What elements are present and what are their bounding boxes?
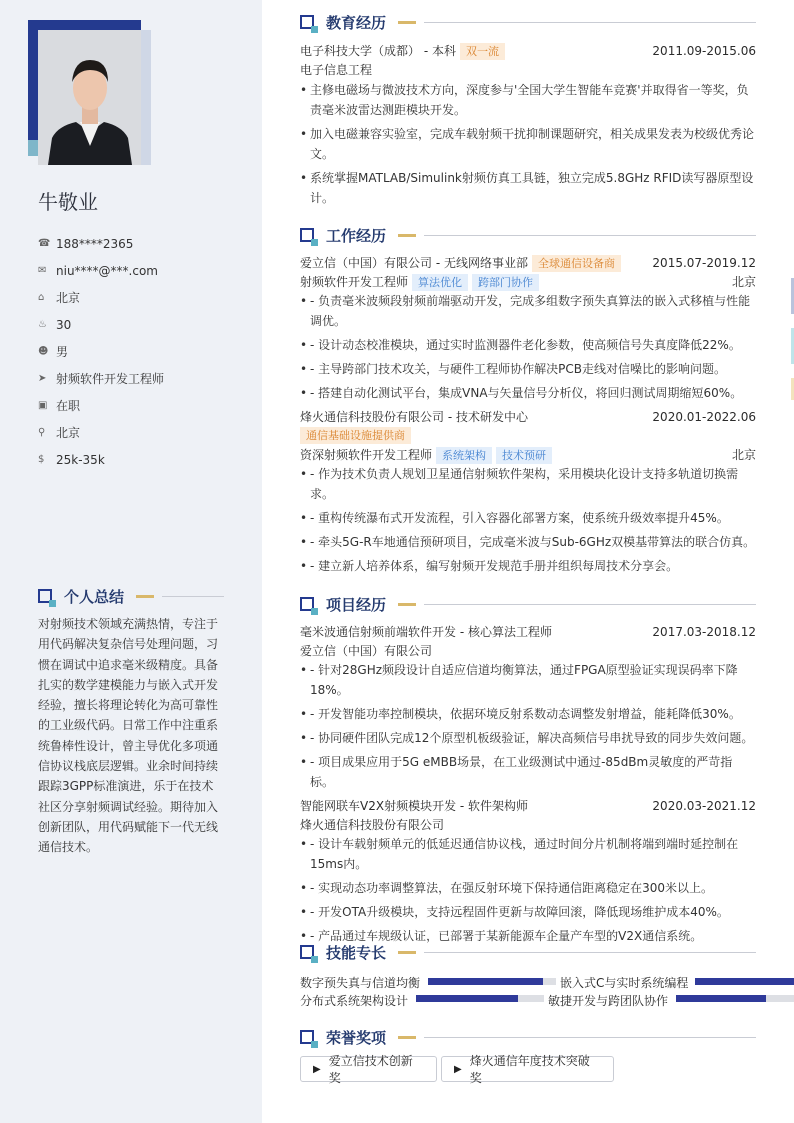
project-period: 2020.03-2021.12 [652, 798, 756, 813]
skills-heading [300, 942, 756, 962]
projects-section [300, 594, 756, 950]
home-text: 北京 [56, 291, 81, 305]
skill-name: 分布式系统架构设计 [300, 994, 409, 1008]
contact-info-list [38, 230, 164, 473]
phone-row [38, 230, 164, 257]
skills-section [300, 942, 756, 962]
list-item: • - 设计车载射频单元的低延迟通信协议栈，通过时间分片机制将端到端时延控制在15ms内。 [300, 834, 756, 874]
list-item: • - 项目成果应用于5G eMBB场景，在工业级测试中通过-85dBm灵敏度的严苛指标。 [300, 752, 756, 792]
list-item: • - 牵头5G-R车地通信预研项目，完成毫米波与Sub-6GHz双模基带算法的联合仿真。 [300, 532, 756, 552]
section-divider [424, 22, 756, 23]
job-role-line [300, 273, 539, 291]
email-row [38, 257, 164, 284]
list-item: • - 设计动态校准模块，通过实时监测器件老化参数，使高频信号失真度降低22%。 [300, 335, 756, 355]
work-section [300, 225, 756, 580]
status-row [38, 392, 164, 419]
school-tag: 双一流 [460, 43, 505, 60]
summary-text: 对射频技术领域充满热情，专注于用代码解决复杂信号处理问题，习惯在调试中追求毫米级精度。具备扎实的数学建模能力与嵌入式开发经验，擅长将理论转化为高可靠性的工业级代码。日常工作中注重系统鲁棒性设计，曾主导优化多项通信协议栈底层逻辑。业余时间持续跟踪3GPP标准演进，乐于在技术社区分享射频调试经验。期待加入创新团队，用代码赋能下一代无线通信技术。 [38, 617, 219, 855]
degree: 本科 [431, 43, 456, 58]
project-name-line: 智能网联车V2X射频模块开发 - 软件架构师 [300, 799, 529, 813]
mail-icon: ✉ [38, 265, 47, 276]
education-header-row [300, 41, 756, 60]
project-org-row [300, 815, 756, 834]
job-role-line [300, 446, 552, 464]
skills-title: 技能专长 [326, 943, 387, 962]
skill-bar-fill [416, 995, 518, 1002]
position-row [38, 365, 164, 392]
status-text: 在职 [56, 399, 81, 413]
phone-text: 188****2365 [56, 236, 134, 251]
section-accent-bar [398, 603, 416, 606]
job-period: 2020.01-2022.06 [652, 409, 756, 424]
job-role-row [300, 272, 756, 291]
salary-text: 25k-35k [56, 452, 105, 467]
city-text: 北京 [56, 426, 81, 440]
gender-text: 男 [56, 345, 69, 359]
job-header-row [300, 253, 756, 272]
skill-tag: 技术预研 [496, 447, 552, 464]
play-icon: ▶ [313, 1063, 321, 1075]
section-accent-bar [398, 951, 416, 954]
project-bullets [300, 660, 756, 792]
section-box-icon [300, 945, 314, 959]
job-bullets [300, 464, 756, 576]
age-text: 30 [56, 317, 72, 332]
list-item: • - 主导跨部门技术攻关，与硬件工程师协作解决PCB走线对信噪比的影响问题。 [300, 359, 756, 379]
job-role-row [300, 445, 756, 464]
section-accent-bar [398, 21, 416, 24]
city-row [38, 419, 164, 446]
project-org: 爱立信（中国）有限公司 [300, 644, 433, 658]
job-header-row [300, 407, 756, 426]
photo-frame [141, 30, 151, 165]
location-icon: ⚲ [38, 427, 46, 438]
project-header-row [300, 796, 756, 815]
education-title: 教育经历 [326, 13, 387, 32]
play-icon: ▶ [454, 1063, 462, 1075]
section-divider [424, 952, 756, 953]
gender-row [38, 338, 164, 365]
list-item: • - 开发OTA升级模块，支持远程固件更新与故障回滚，降低现场维护成本40%。 [300, 902, 756, 922]
list-item: • - 建立新人培养体系，编写射频开发规范手册并组织每周技术分享会。 [300, 556, 756, 576]
email-text: niu****@***.com [56, 263, 158, 278]
skill-name: 数字预失真与信道均衡 [300, 976, 421, 990]
award-item [441, 1054, 614, 1085]
section-box-icon [300, 597, 314, 611]
award-name: 烽火通信年度技术突破奖 [469, 1054, 590, 1085]
list-item: • - 搭建自动化测试平台，集成VNA与矢量信号分析仪，将回归测试周期缩短60%。 [300, 383, 756, 403]
skill-name: 嵌入式C与实时系统编程 [560, 976, 689, 990]
project-header-row [300, 622, 756, 641]
skill-tag: 系统架构 [436, 447, 492, 464]
summary-title: 个人总结 [64, 587, 125, 606]
project-role: 核心算法工程师 [467, 625, 552, 639]
department: 技术研发中心 [455, 410, 528, 424]
job-bullets [300, 291, 756, 403]
phone-icon: ☎ [38, 238, 51, 249]
projects-title: 项目经历 [326, 595, 387, 614]
section-box-icon [300, 1030, 314, 1044]
project-period: 2017.03-2018.12 [652, 624, 756, 639]
list-item: • - 针对28GHz频段设计自适应信道均衡算法，通过FPGA原型验证实现误码率下降18%。 [300, 660, 756, 700]
company-tag-row [300, 426, 756, 445]
job-city: 北京 [731, 448, 756, 462]
section-divider [424, 1037, 756, 1038]
list-item: • - 实现动态功率调整算法，在强反射环境下保持通信距离稳定在300米以上。 [300, 878, 756, 898]
list-item: • - 产品通过车规级认证，已部署于某新能源车企量产车型的V2X通信系统。 [300, 926, 756, 946]
job-city: 北京 [731, 275, 756, 289]
skill-bar-fill [428, 978, 543, 985]
section-box-icon [300, 228, 314, 242]
section-accent-bar [136, 595, 154, 598]
company-tag: 全球通信设备商 [532, 255, 621, 272]
cake-icon: ♨ [38, 319, 47, 330]
list-item: • 系统掌握MATLAB/Simulink射频仿真工具链，独立完成5.8GHz RFID读写器原型设计。 [300, 168, 756, 208]
award-item [300, 1054, 437, 1085]
list-item: • - 负责毫米波频段射频前端驱动开发，完成多组数字预失真算法的嵌入式移植与性能调优。 [300, 291, 756, 331]
list-item: • - 协同硬件团队完成12个原型机板级验证，解决高频信号串扰导致的同步失效问题。 [300, 728, 756, 748]
skill-tag: 跨部门协作 [472, 274, 539, 291]
job-role: 资深射频软件开发工程师 [300, 447, 433, 462]
major-row [300, 60, 756, 79]
awards-heading [300, 1027, 756, 1047]
list-item: • - 开发智能功率控制模块，依据环境反射系数动态调整发射增益，能耗降低30%。 [300, 704, 756, 724]
position-text: 射频软件开发工程师 [56, 372, 165, 386]
sidebar [0, 0, 262, 1123]
job-period: 2015.07-2019.12 [652, 255, 756, 270]
skill-tag: 算法优化 [412, 274, 468, 291]
salary-icon: $ [38, 454, 45, 465]
awards-title: 荣誉奖项 [326, 1028, 387, 1047]
major: 电子信息工程 [300, 63, 373, 77]
list-item: • - 重构传统瀑布式开发流程，引入容器化部署方案，使系统升级效率提升45%。 [300, 508, 756, 528]
education-heading [300, 12, 756, 32]
candidate-name: 牛敬业 [38, 190, 98, 214]
skill-bar-fill [676, 995, 766, 1002]
project-name: 毫米波通信射频前端软件开发 [300, 625, 457, 639]
company-tag: 通信基础设施提供商 [300, 427, 411, 444]
home-row [38, 284, 164, 311]
salary-row [38, 446, 164, 473]
list-item: • - 作为技术负责人规划卫星通信射频软件架构，采用模块化设计支持多轨道切换需求。 [300, 464, 756, 504]
project-org-row [300, 641, 756, 660]
section-accent-bar [398, 234, 416, 237]
gender-icon: ☻ [38, 346, 49, 357]
section-divider [162, 596, 224, 597]
job-company-line: 爱立信（中国）有限公司 - 无线网络事业部 全球通信设备商 [300, 254, 621, 272]
department: 无线网络事业部 [443, 255, 528, 270]
award-name: 爱立信技术创新奖 [328, 1054, 413, 1085]
send-icon: ➤ [38, 373, 47, 384]
project-name: 智能网联车V2X射频模块开发 [300, 799, 457, 813]
home-icon: ⌂ [38, 292, 45, 303]
skill-bar-fill [695, 978, 794, 985]
avatar [38, 30, 141, 165]
section-box-icon [38, 589, 52, 603]
list-item: • 加入电磁兼容实验室，完成车载射频干扰抑制课题研究，相关成果发表为校级优秀论文。 [300, 124, 756, 164]
section-divider [424, 235, 756, 236]
job-role: 射频软件开发工程师 [300, 274, 409, 289]
job-company-line: 烽火通信科技股份有限公司 - 技术研发中心 [300, 410, 528, 424]
company-name: 爱立信（中国）有限公司 [300, 255, 433, 270]
education-period: 2011.09-2015.06 [652, 43, 756, 58]
awards-section [300, 1027, 756, 1047]
school-name: 电子科技大学（成都） [300, 43, 421, 58]
skill-name: 敏捷开发与跨团队协作 [548, 994, 669, 1008]
briefcase-icon: ▣ [38, 400, 48, 411]
work-title: 工作经历 [326, 226, 387, 245]
education-bullets [300, 80, 756, 208]
project-name-line: 毫米波通信射频前端软件开发 - 核心算法工程师 [300, 625, 552, 639]
age-row [38, 311, 164, 338]
list-item: • 主修电磁场与微波技术方向，深度参与'全国大学生智能车竞赛'并取得省一等奖，负责毫米波雷达测距模块开发。 [300, 80, 756, 120]
project-bullets [300, 834, 756, 946]
project-org: 烽火通信科技股份有限公司 [300, 818, 445, 832]
company-name: 烽火通信科技股份有限公司 [300, 410, 445, 424]
work-heading [300, 225, 756, 245]
education-section [300, 12, 756, 212]
education-school-line: 电子科技大学（成都） - 本科 双一流 [300, 42, 505, 60]
section-box-icon [300, 15, 314, 29]
section-divider [424, 604, 756, 605]
projects-heading [300, 594, 756, 614]
section-accent-bar [398, 1036, 416, 1039]
project-role: 软件架构师 [468, 799, 529, 813]
summary-heading [38, 586, 224, 606]
